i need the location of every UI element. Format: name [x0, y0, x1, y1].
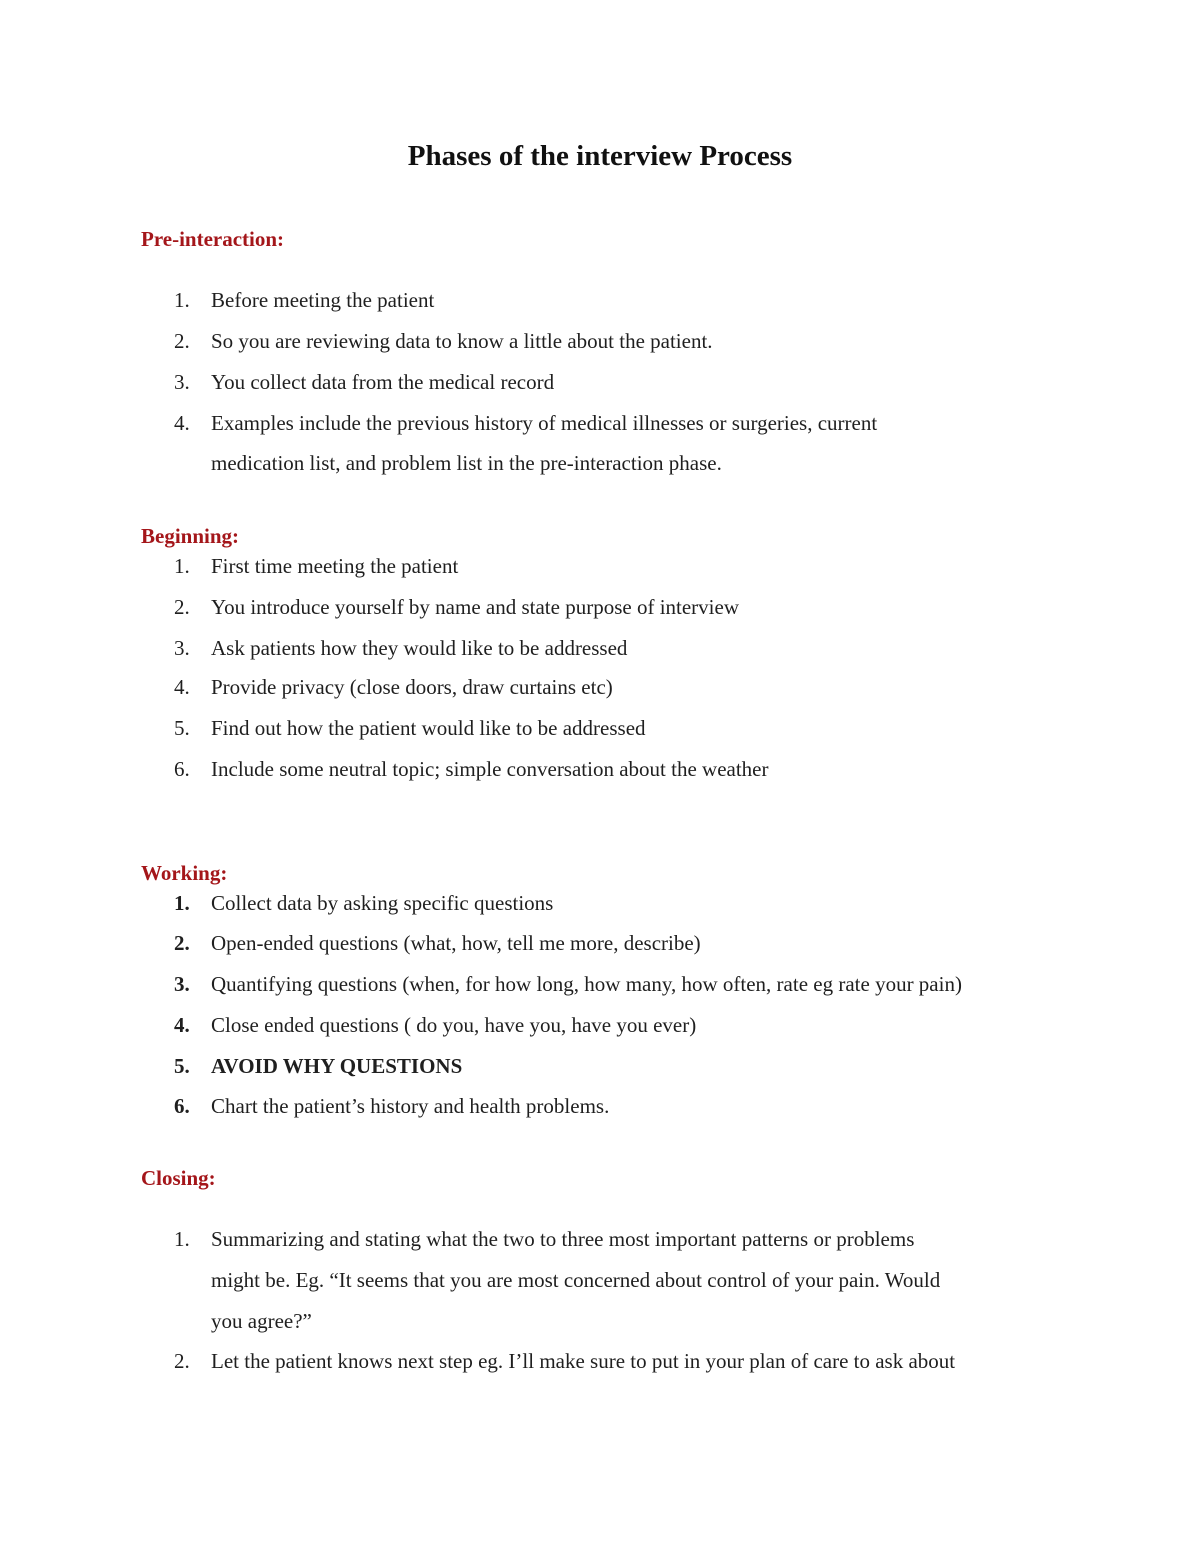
list-text-continuation: medication list, and problem list in the pre-interaction phase.: [211, 451, 722, 475]
list-item: [0, 362, 1200, 402]
list-item: [0, 1046, 1200, 1086]
list-item: [0, 883, 1200, 923]
list-text: Summarizing and stating what the two to three most important patterns or problems: [211, 1227, 915, 1251]
list-number: 2.: [174, 1349, 190, 1373]
list-number: 5.: [174, 1054, 190, 1078]
list-number: 1.: [174, 891, 190, 915]
list-item: [0, 923, 1200, 963]
list-text: Before meeting the patient: [211, 288, 435, 312]
list-item: [0, 403, 1200, 443]
list-number: 2.: [174, 329, 190, 353]
list-item: [0, 280, 1200, 320]
list-number: 3.: [174, 636, 190, 660]
list-text: Include some neutral topic; simple conversation about the weather: [211, 757, 769, 781]
list-text: Find out how the patient would like to be addressed: [211, 716, 646, 740]
list-number: 4.: [174, 411, 190, 435]
list-text: Examples include the previous history of medical illnesses or surgeries, current: [211, 411, 878, 435]
list-number: 4.: [174, 1013, 190, 1037]
list-item: [0, 1341, 1200, 1381]
list-text: Open-ended questions (what, how, tell me more, describe): [211, 931, 701, 955]
list-number: 6.: [174, 1094, 190, 1118]
list-number: 2.: [174, 595, 190, 619]
list-number: 3.: [174, 370, 190, 394]
list-item: [0, 1086, 1200, 1126]
section-heading-working: Working:: [141, 861, 228, 885]
list-text: You collect data from the medical record: [211, 370, 555, 394]
list-text: Ask patients how they would like to be addressed: [211, 636, 628, 660]
list-item: [0, 546, 1200, 586]
list-number: 1.: [174, 1227, 190, 1251]
list-text: AVOID WHY QUESTIONS: [211, 1054, 463, 1078]
section-heading-closing: Closing:: [141, 1166, 216, 1190]
list-item: [0, 708, 1200, 748]
list-number: 4.: [174, 675, 190, 699]
list-number: 3.: [174, 972, 190, 996]
list-number: 2.: [174, 931, 190, 955]
list-number: 1.: [174, 554, 190, 578]
list-item: [0, 587, 1200, 627]
list-item: [0, 1005, 1200, 1045]
list-item: [0, 1219, 1200, 1259]
list-text-continuation: might be. Eg. “It seems that you are most concerned about control of your pain. Would: [211, 1268, 941, 1292]
list-text-continuation: you agree?”: [211, 1309, 312, 1333]
list-number: 6.: [174, 757, 190, 781]
list-text: Let the patient knows next step eg. I’ll make sure to put in your plan of care to ask about: [211, 1349, 956, 1373]
section-heading-pre-interaction: Pre-interaction:: [141, 227, 285, 251]
section-heading-beginning: Beginning:: [141, 524, 240, 548]
list-text: So you are reviewing data to know a little about the patient.: [211, 329, 713, 353]
list-text: Close ended questions ( do you, have you, have you ever): [211, 1013, 697, 1037]
list-item: [0, 749, 1200, 789]
list-item: [0, 628, 1200, 668]
list-text: You introduce yourself by name and state purpose of interview: [211, 595, 739, 619]
list-item: [0, 667, 1200, 707]
list-item: [0, 964, 1200, 1004]
list-text: First time meeting the patient: [211, 554, 459, 578]
list-number: 5.: [174, 716, 190, 740]
page-title: Phases of the interview Process: [407, 140, 793, 172]
list-text: Collect data by asking specific questions: [211, 891, 554, 915]
list-item: [0, 321, 1200, 361]
list-number: 1.: [174, 288, 190, 312]
list-text: Provide privacy (close doors, draw curtains etc): [211, 675, 613, 699]
list-text: Quantifying questions (when, for how long, how many, how often, rate eg rate your pain): [211, 972, 962, 996]
list-text: Chart the patient’s history and health problems.: [211, 1094, 610, 1118]
